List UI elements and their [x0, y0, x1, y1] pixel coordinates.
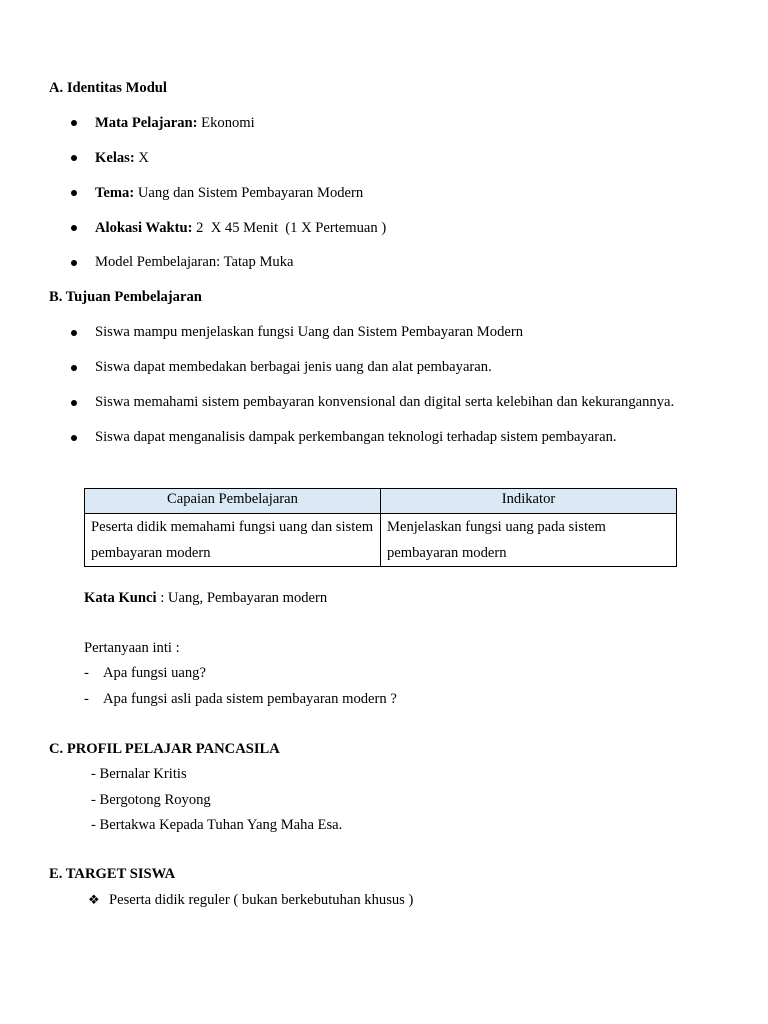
key-questions-heading: Pertanyaan inti :: [84, 640, 180, 656]
column-header-indikator: Indikator: [381, 489, 677, 514]
identity-item-model: Model Pembelajaran: Tatap Muka: [95, 254, 294, 270]
target-item: Peserta didik reguler ( bukan berkebutuhan khusus ): [109, 892, 414, 908]
objective-item: Siswa memahami sistem pembayaran konvensional dan digital serta kelebihan dan kekurangannya.: [95, 394, 675, 410]
question-item: Apa fungsi asli pada sistem pembayaran modern ?: [103, 691, 397, 707]
bullet-icon: [71, 435, 77, 441]
profile-item: - Bernalar Kritis: [91, 766, 187, 782]
keywords: Kata Kunci : Uang, Pembayaran modern: [84, 590, 328, 606]
table-header-row: [85, 489, 677, 514]
table-row: [85, 514, 677, 567]
section-b-heading: B. Tujuan Pembelajaran: [49, 289, 202, 305]
bullet-icon: [71, 400, 77, 406]
table-cell-capaian: Peserta didik memahami fungsi uang dan sistem pembayaran modern: [85, 514, 381, 567]
identity-item-theme: Tema: Uang dan Sistem Pembayaran Modern: [95, 185, 364, 201]
question-dash: -: [84, 665, 89, 681]
section-e-heading: E. TARGET SISWA: [49, 866, 176, 882]
identity-item-time: Alokasi Waktu: 2 X 45 Menit (1 X Pertemuan ): [95, 220, 387, 236]
objective-item: Siswa dapat menganalisis dampak perkembangan teknologi terhadap sistem pembayaran.: [95, 429, 617, 445]
question-dash: -: [84, 691, 89, 707]
profile-item: - Bertakwa Kepada Tuhan Yang Maha Esa.: [91, 817, 343, 833]
bullet-icon: [71, 330, 77, 336]
bullet-icon: [71, 155, 77, 161]
section-a-heading: A. Identitas Modul: [49, 80, 167, 96]
bullet-icon: [71, 260, 77, 266]
identity-item-class: Kelas: X: [95, 150, 149, 166]
objective-item: Siswa dapat membedakan berbagai jenis uang dan alat pembayaran.: [95, 359, 492, 375]
bullet-icon: [71, 225, 77, 231]
bullet-icon: [71, 190, 77, 196]
identity-item-subject: Mata Pelajaran: Ekonomi: [95, 115, 255, 131]
question-item: Apa fungsi uang?: [103, 665, 206, 681]
bullet-icon: [71, 365, 77, 371]
column-header-capaian: Capaian Pembelajaran: [85, 489, 381, 514]
diamond-bullet-icon: ❖: [88, 892, 100, 907]
profile-item: - Bergotong Royong: [91, 792, 211, 808]
bullet-icon: [71, 120, 77, 126]
table-cell-indikator: Menjelaskan fungsi uang pada sistem pembayaran modern: [381, 514, 677, 567]
section-c-heading: C. PROFIL PELAJAR PANCASILA: [49, 741, 280, 757]
learning-outcomes-table: [84, 488, 677, 567]
objective-item: Siswa mampu menjelaskan fungsi Uang dan Sistem Pembayaran Modern: [95, 324, 524, 340]
